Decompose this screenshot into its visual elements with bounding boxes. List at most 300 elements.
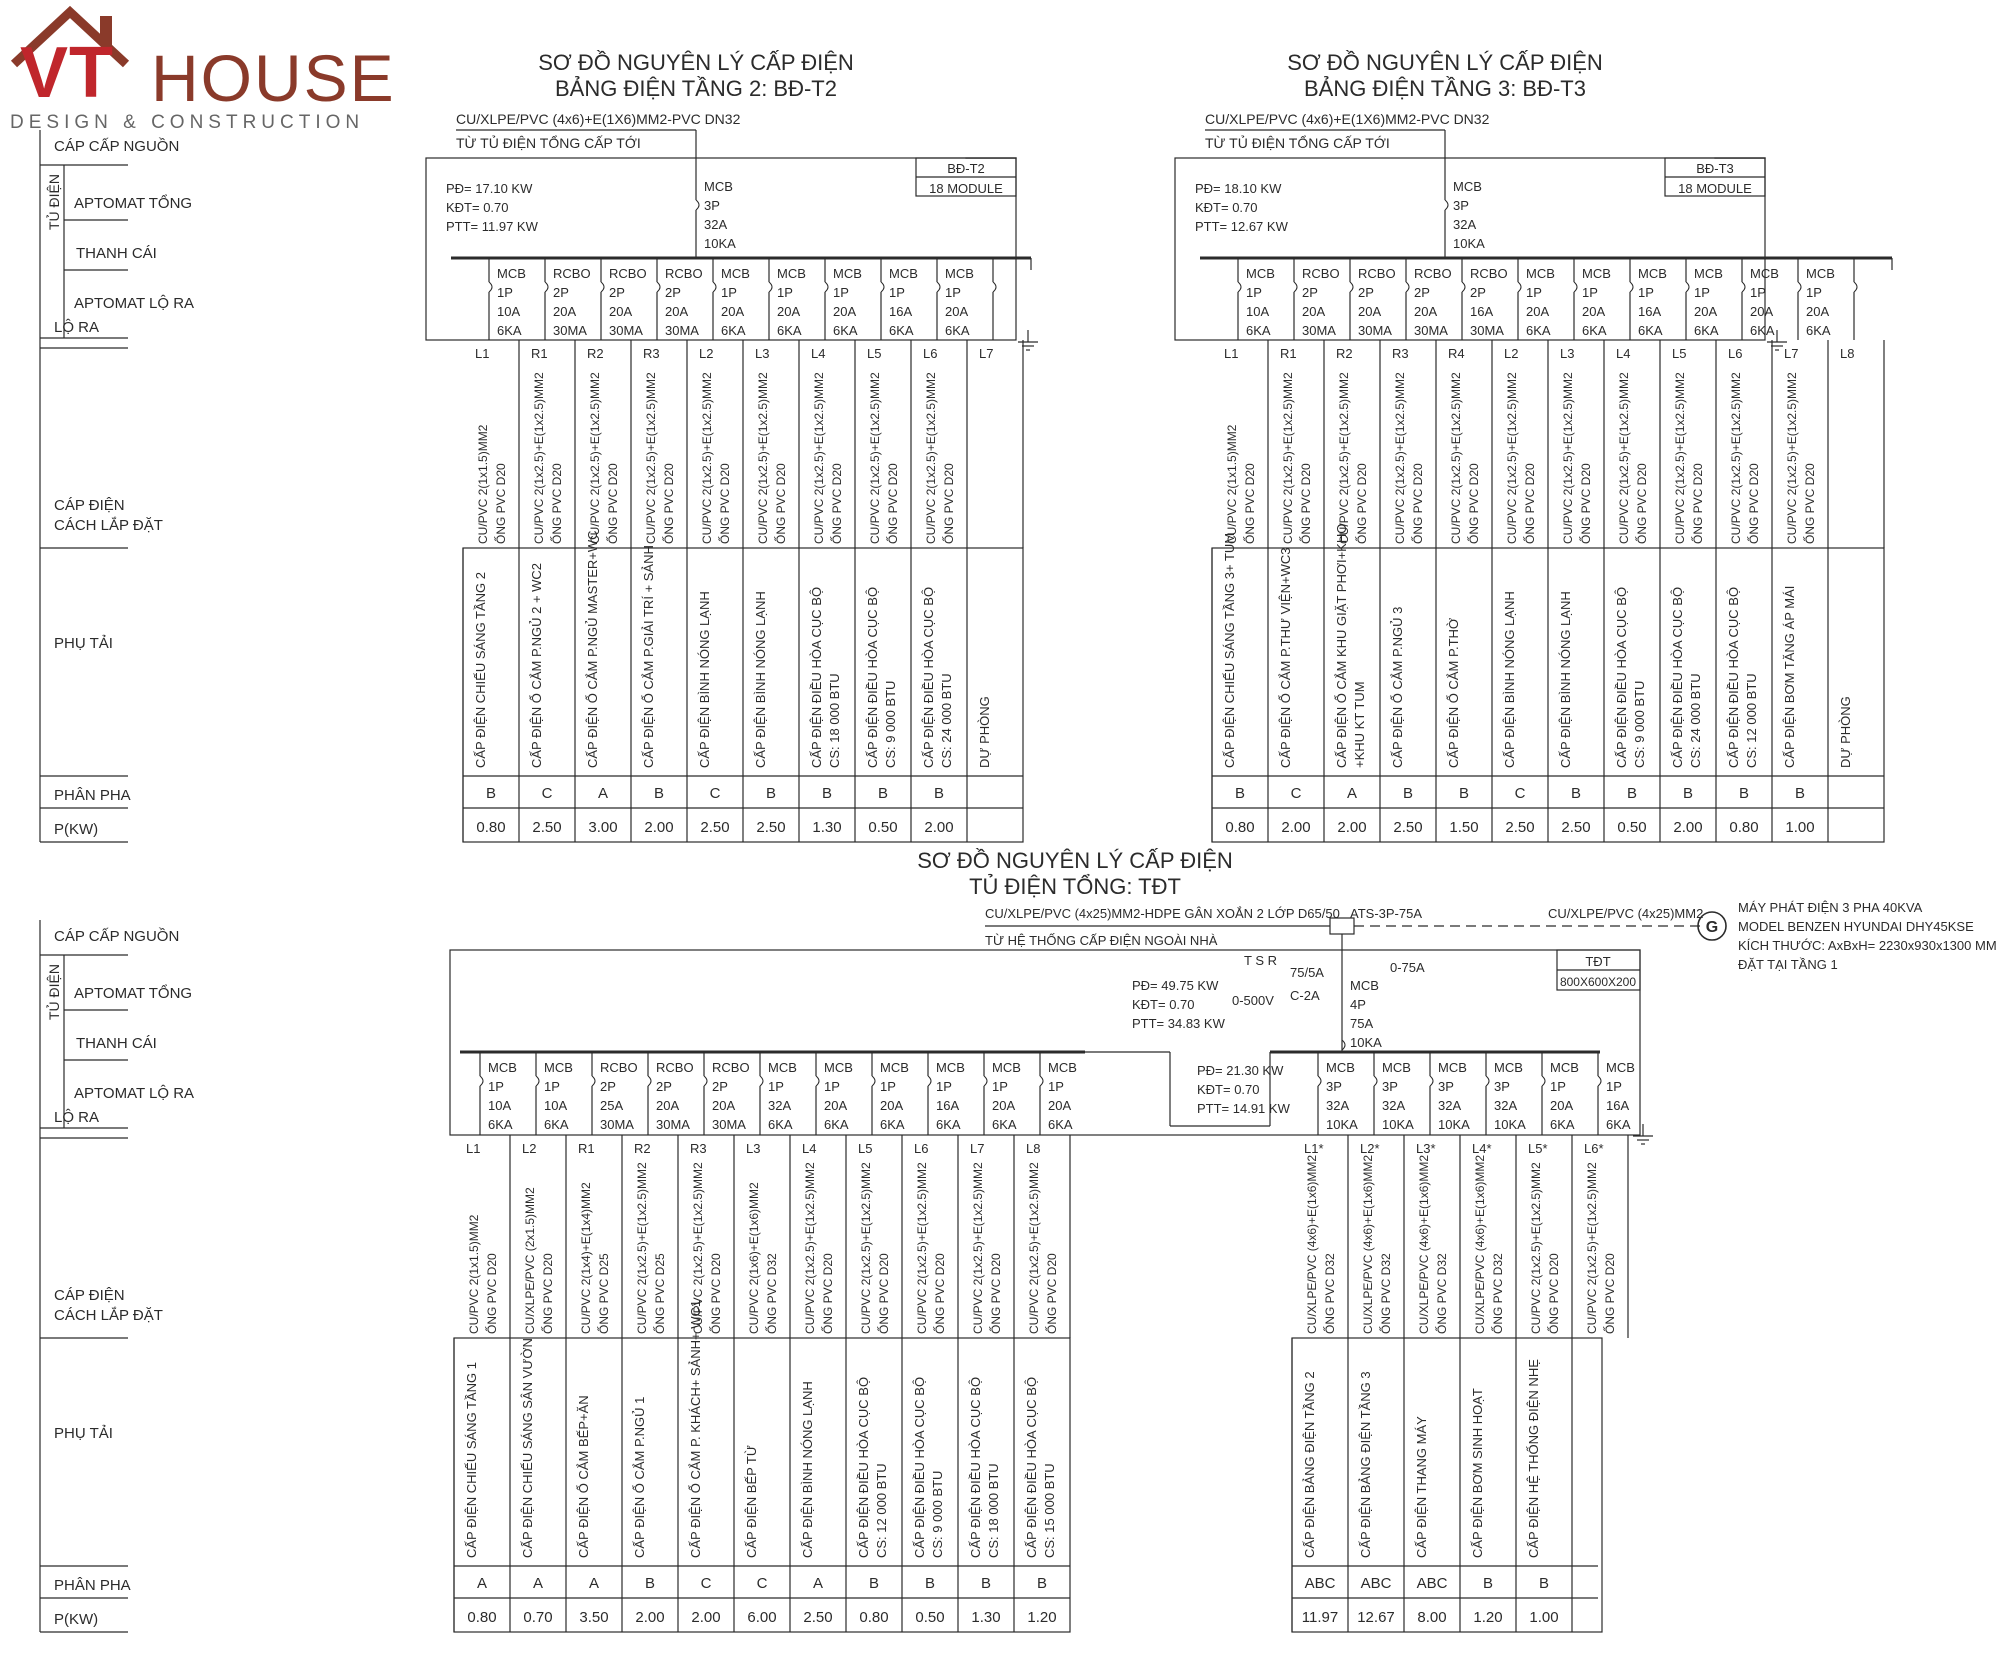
panel-1-circuit-8-breaker-spec: 1P bbox=[889, 285, 905, 300]
panel-2-circuit-1-line-code: L1 bbox=[1224, 346, 1239, 361]
panel-1-circuit-5-power: 2.50 bbox=[700, 819, 730, 836]
panel-1-title: SƠ ĐỒ NGUYÊN LÝ CẤP ĐIỆN bbox=[538, 50, 854, 75]
panel-2-circuit-3-breaker-symbol bbox=[1350, 282, 1353, 292]
panel-1-circuit-5-breaker-spec: 1P bbox=[721, 285, 737, 300]
panel-2-circuit-1-conduit-spec: ỐNG PVC D20 bbox=[1243, 463, 1257, 544]
panel-3-right-circuit-6-breaker-spec: 1P bbox=[1606, 1079, 1622, 1094]
panel-2-circuit-6-cable-spec: CU/PVC 2(1x2.5)+E(1x2.5)MM2 bbox=[1505, 372, 1519, 544]
panel-1-circuit-2-breaker-spec: RCBO bbox=[553, 266, 591, 281]
panel-1-circuit-2-breaker-spec: 20A bbox=[553, 304, 577, 319]
panel-1-circuit-1-cable-spec: CU/PVC 2(1x1.5)MM2 bbox=[476, 424, 490, 544]
panel-2-circuit-4-power: 2.50 bbox=[1393, 819, 1423, 836]
panel-3-right-circuit-1-breaker-spec: 10KA bbox=[1326, 1117, 1358, 1132]
panel-3-left-circuit-4-breaker-spec: 30MA bbox=[656, 1117, 690, 1132]
panel-3-left-circuit-2-load-name: CẤP ĐIỆN CHIẾU SÁNG SÂN VƯỜN bbox=[520, 1338, 535, 1558]
panel-1-circuit-4-breaker-spec: 20A bbox=[665, 304, 689, 319]
panel-1-circuit-2-power: 2.50 bbox=[532, 819, 562, 836]
panel-2-title: SƠ ĐỒ NGUYÊN LÝ CẤP ĐIỆN bbox=[1287, 50, 1603, 75]
panel-1-circuit-4-load-name: CẤP ĐIỆN Ổ CẮM P.GIẢI TRÍ + SẢNH bbox=[641, 545, 656, 768]
labels-bottom-aptomat-lo-ra: APTOMAT LỘ RA bbox=[74, 1085, 195, 1102]
panel-2-circuit-10-breaker-spec: 6KA bbox=[1750, 323, 1775, 338]
panel-3-generator-cable: CU/XLPE/PVC (4x25)MM2 bbox=[1548, 906, 1704, 921]
panel-2-circuit-5-cable-spec: CU/PVC 2(1x2.5)+E(1x2.5)MM2 bbox=[1449, 372, 1463, 544]
panel-3-right-circuit-5-load-name: CẤP ĐIỆN HỆ THỐNG ĐIỆN NHẸ bbox=[1526, 1359, 1541, 1558]
panel-3-left-circuit-8-load-detail: CS: 12 000 BTU bbox=[874, 1463, 889, 1558]
panel-2-circuit-8-load-detail: CS: 9 000 BTU bbox=[1632, 680, 1647, 768]
panel-2-subtitle: BẢNG ĐIỆN TẦNG 3: BĐ-T3 bbox=[1304, 76, 1586, 101]
panel-3-left-circuit-5-breaker-spec: 2P bbox=[712, 1079, 728, 1094]
panel-3-left-circuit-2-conduit-spec: ỐNG PVC D20 bbox=[541, 1253, 555, 1334]
panel-2-circuit-12-line-code: L8 bbox=[1840, 346, 1855, 361]
panel-2-circuit-7-breaker-spec: 1P bbox=[1582, 285, 1598, 300]
panel-3-left-circuit-6-breaker-spec: 1P bbox=[768, 1079, 784, 1094]
panel-3-left-circuit-7-breaker-spec: 6KA bbox=[824, 1117, 849, 1132]
panel-3-right-circuit-1-load-name: CẤP ĐIỆN BẢNG ĐIỆN TẦNG 2 bbox=[1302, 1371, 1317, 1558]
panel-3-left-circuit-2-breaker-spec: 6KA bbox=[544, 1117, 569, 1132]
panel-3-left-circuit-3-load-name: CẤP ĐIỆN Ổ CẮM BẾP+ĂN bbox=[576, 1395, 591, 1558]
panel-2-circuit-10-load-detail: CS: 12 000 BTU bbox=[1744, 673, 1759, 768]
panel-2-circuit-9-power: 2.00 bbox=[1673, 819, 1703, 836]
panel-2-circuit-1-breaker-spec: 1P bbox=[1246, 285, 1262, 300]
panel-2-circuit-2-conduit-spec: ỐNG PVC D20 bbox=[1299, 463, 1313, 544]
panel-3-generator-symbol: G bbox=[1705, 919, 1719, 936]
panel-3-sub-demand-factor: KĐT= 0.70 bbox=[1197, 1082, 1260, 1097]
panel-2-circuit-6-breaker-spec: 1P bbox=[1526, 285, 1542, 300]
panel-3-left-circuit-7-breaker-spec: 1P bbox=[824, 1079, 840, 1094]
panel-1-circuit-9-breaker-symbol bbox=[937, 282, 940, 292]
panel-2-circuit-1-breaker-spec: 6KA bbox=[1246, 323, 1271, 338]
panel-2-circuit-3-breaker-spec: RCBO bbox=[1358, 266, 1396, 281]
panel-3-left-circuit-11-breaker-spec: 20A bbox=[1048, 1098, 1072, 1113]
panel-3-left-circuit-6-breaker-spec: 32A bbox=[768, 1098, 792, 1113]
panel-2-circuit-11-breaker-spec: 1P bbox=[1806, 285, 1822, 300]
panel-2-circuit-5-load-name: CẤP ĐIỆN Ổ CẮM P.THỜ bbox=[1446, 617, 1461, 768]
panel-3-left-circuit-5-breaker-symbol bbox=[704, 1076, 707, 1086]
panel-1-circuit-5-breaker-spec: MCB bbox=[721, 266, 750, 281]
panel-1-circuit-8-breaker-symbol bbox=[881, 282, 884, 292]
panel-3-right-circuit-6-conduit-spec: ỐNG PVC D20 bbox=[1603, 1253, 1617, 1334]
panel-3-left-circuit-10-phase: B bbox=[980, 1575, 992, 1592]
panel-2-circuit-8-cable-spec: CU/PVC 2(1x2.5)+E(1x2.5)MM2 bbox=[1617, 372, 1631, 544]
panel-3-right-circuit-1-line-code: L1* bbox=[1304, 1141, 1324, 1156]
panel-1-circuit-3-breaker-spec: 2P bbox=[609, 285, 625, 300]
panel-1-circuit-5-line-code: L2 bbox=[699, 346, 714, 361]
labels-bottom-lo-ra: LỘ RA bbox=[54, 1109, 100, 1126]
labels-bottom-p-kw: P(KW) bbox=[54, 1611, 99, 1628]
panel-3-fuse-rating: C-2A bbox=[1290, 988, 1320, 1003]
panel-2-circuit-6-phase: C bbox=[1514, 785, 1526, 802]
panel-3-left-circuit-3-line-code: R1 bbox=[578, 1141, 595, 1156]
panel-1-circuit-1-phase: B bbox=[485, 785, 497, 802]
panel-2-circuit-7-phase: B bbox=[1570, 785, 1582, 802]
panel-2-box-name: BĐ-T3 bbox=[1696, 161, 1734, 176]
panel-1-circuit-1-breaker-spec: MCB bbox=[497, 266, 526, 281]
panel-1-circuit-8-cable-spec: CU/PVC 2(1x2.5)+E(1x2.5)MM2 bbox=[868, 372, 882, 544]
panel-3-left-circuit-9-cable-spec: CU/PVC 2(1x2.5)+E(1x2.5)MM2 bbox=[915, 1162, 929, 1334]
panel-3-left-circuit-7-conduit-spec: ỐNG PVC D20 bbox=[821, 1253, 835, 1334]
panel-1-circuit-5-cable-spec: CU/PVC 2(1x2.5)+E(1x2.5)MM2 bbox=[700, 372, 714, 544]
panel-3-subtitle: TỦ ĐIỆN TỔNG: TĐT bbox=[969, 874, 1181, 899]
panel-2-circuit-10-load-name: CẤP ĐIỆN ĐIỀU HÒA CỤC BỘ bbox=[1726, 586, 1741, 768]
panel-1-circuit-6-breaker-spec: MCB bbox=[777, 266, 806, 281]
panel-3-right-circuit-3-cable-spec: CU/XLPE/PVC (4x6)+E(1x6)MM2 bbox=[1417, 1154, 1431, 1334]
panel-1-circuit-7-load-name: CẤP ĐIỆN ĐIỀU HÒA CỤC BỘ bbox=[809, 586, 824, 768]
panel-2-p-calculated: PTT= 12.67 KW bbox=[1195, 219, 1288, 234]
panel-3-main-breaker-spec: 75A bbox=[1350, 1016, 1374, 1031]
panel-3-right-circuit-5-conduit-spec: ỐNG PVC D20 bbox=[1547, 1253, 1561, 1334]
labels-top-cach-lap-dat: CÁCH LẮP ĐẶT bbox=[54, 517, 163, 534]
labels-bottom-cap-dien: CÁP ĐIỆN bbox=[54, 1287, 125, 1304]
panel-3-left-circuit-4-breaker-spec: 20A bbox=[656, 1098, 680, 1113]
panel-3-right-circuit-1-phase: ABC bbox=[1304, 1575, 1336, 1592]
labels-bottom-thanh-cai: THANH CÁI bbox=[76, 1035, 157, 1052]
panel-3-right-circuit-3-conduit-spec: ỐNG PVC D32 bbox=[1435, 1253, 1449, 1334]
panel-3-left-circuit-11-load-name: CẤP ĐIỆN ĐIỀU HÒA CỤC BỘ bbox=[1024, 1376, 1039, 1558]
panel-2-circuit-5-power: 1.50 bbox=[1449, 819, 1479, 836]
panel-3-right-circuit-4-breaker-spec: 10KA bbox=[1494, 1117, 1526, 1132]
panel-3-right-circuit-2-breaker-spec: MCB bbox=[1382, 1060, 1411, 1075]
panel-2-circuit-12-load-name: DỰ PHÒNG bbox=[1838, 696, 1853, 768]
panel-3-left-circuit-8-breaker-spec: 20A bbox=[880, 1098, 904, 1113]
panel-3-left-circuit-10-conduit-spec: ỐNG PVC D20 bbox=[989, 1253, 1003, 1334]
panel-1-circuit-8-load-name: CẤP ĐIỆN ĐIỀU HÒA CỤC BỘ bbox=[865, 586, 880, 768]
panel-1-circuit-5-conduit-spec: ỐNG PVC D20 bbox=[718, 463, 732, 544]
panel-3-left-circuit-9-breaker-spec: 6KA bbox=[936, 1117, 961, 1132]
panel-1-circuit-3-breaker-spec: 30MA bbox=[609, 323, 643, 338]
panel-3-left-circuit-1-phase: A bbox=[476, 1575, 488, 1592]
panel-1-circuit-6-conduit-spec: ỐNG PVC D20 bbox=[774, 463, 788, 544]
panel-3-right-circuit-2-cable-spec: CU/XLPE/PVC (4x6)+E(1x6)MM2 bbox=[1361, 1154, 1375, 1334]
panel-3-right-circuit-6-cable-spec: CU/PVC 2(1x2.5)+E(1x2.5)MM2 bbox=[1585, 1162, 1599, 1334]
panel-3-meter-tsr: T S R bbox=[1244, 953, 1277, 968]
panel-3-left-circuit-1-breaker-spec: 10A bbox=[488, 1098, 512, 1113]
panel-3-left-circuit-6-cable-spec: CU/PVC 2(1x6)+E(1x6)MM2 bbox=[747, 1182, 761, 1334]
panel-3-left-circuit-8-cable-spec: CU/PVC 2(1x2.5)+E(1x2.5)MM2 bbox=[859, 1162, 873, 1334]
panel-3-left-circuit-2-breaker-symbol bbox=[536, 1076, 539, 1086]
panel-1-circuit-9-breaker-spec: 20A bbox=[945, 304, 969, 319]
panel-1-circuit-4-phase: B bbox=[653, 785, 665, 802]
labels-top-aptomat-tong: APTOMAT TỔNG bbox=[74, 195, 193, 212]
panel-3-left-circuit-9-load-name: CẤP ĐIỆN ĐIỀU HÒA CỤC BỘ bbox=[912, 1376, 927, 1558]
labels-bottom-cap-nguon: CÁP CẤP NGUỒN bbox=[54, 928, 180, 945]
panel-3-left-circuit-2-phase: A bbox=[532, 1575, 544, 1592]
panel-3-left-circuit-10-cable-spec: CU/PVC 2(1x2.5)+E(1x2.5)MM2 bbox=[971, 1162, 985, 1334]
panel-2-circuit-9-breaker-symbol bbox=[1686, 282, 1689, 292]
panel-2-circuit-4-conduit-spec: ỐNG PVC D20 bbox=[1411, 463, 1425, 544]
panel-2-main-breaker-spec: 3P bbox=[1453, 198, 1469, 213]
panel-3-ats-label: ATS-3P-75A bbox=[1350, 906, 1423, 921]
panel-1-circuit-2-breaker-spec: 30MA bbox=[553, 323, 587, 338]
panel-1-circuit-6-power: 2.50 bbox=[756, 819, 786, 836]
panel-1-circuit-8-breaker-spec: 6KA bbox=[889, 323, 914, 338]
panel-1-circuit-8-phase: B bbox=[877, 785, 889, 802]
panel-1-supply-cable: CU/XLPE/PVC (4x6)+E(1X6)MM2-PVC DN32 bbox=[456, 111, 741, 127]
panel-3-right-circuit-2-phase: ABC bbox=[1360, 1575, 1392, 1592]
panel-3-left-circuit-1-breaker-symbol bbox=[480, 1076, 483, 1086]
panel-3-box-name: TĐT bbox=[1585, 954, 1611, 969]
panel-1-box-size: 18 MODULE bbox=[929, 181, 1003, 196]
panel-1-circuit-2-conduit-spec: ỐNG PVC D20 bbox=[550, 463, 564, 544]
panel-1-circuit-5-breaker-spec: 20A bbox=[721, 304, 745, 319]
panel-2-circuit-1-breaker-symbol bbox=[1238, 282, 1241, 292]
panel-3-voltmeter-range: 0-500V bbox=[1232, 993, 1274, 1008]
panel-3-left-circuit-5-breaker-spec: RCBO bbox=[712, 1060, 750, 1075]
labels-top-phu-tai: PHỤ TẢI bbox=[54, 635, 113, 652]
panel-3-right-circuit-2-conduit-spec: ỐNG PVC D32 bbox=[1379, 1253, 1393, 1334]
panel-3-right-circuit-1-cable-spec: CU/XLPE/PVC (4x6)+E(1x6)MM2 bbox=[1305, 1154, 1319, 1334]
panel-1-circuit-8-breaker-spec: 16A bbox=[889, 304, 913, 319]
panel-1-main-breaker-symbol bbox=[696, 200, 699, 210]
panel-1-circuit-1-power: 0.80 bbox=[476, 819, 506, 836]
panel-2-circuit-2-breaker-spec: 30MA bbox=[1302, 323, 1336, 338]
panel-1-circuit-9-conduit-spec: ỐNG PVC D20 bbox=[942, 463, 956, 544]
panel-2-circuit-7-power: 2.50 bbox=[1561, 819, 1591, 836]
panel-2-circuit-4-cable-spec: CU/PVC 2(1x2.5)+E(1x2.5)MM2 bbox=[1393, 372, 1407, 544]
labels-top-cap-nguon: CÁP CẤP NGUỒN bbox=[54, 138, 180, 155]
panel-3-right-circuit-1-power: 11.97 bbox=[1301, 1609, 1339, 1626]
panel-2-circuit-3-conduit-spec: ỐNG PVC D20 bbox=[1355, 463, 1369, 544]
panel-1-circuit-6-line-code: L3 bbox=[755, 346, 770, 361]
panel-2-circuit-4-breaker-spec: RCBO bbox=[1414, 266, 1452, 281]
panel-2-circuit-2-breaker-symbol bbox=[1294, 282, 1297, 292]
panel-2-circuit-9-load-name: CẤP ĐIỆN ĐIỀU HÒA CỤC BỘ bbox=[1670, 586, 1685, 768]
panel-2-circuit-9-conduit-spec: ỐNG PVC D20 bbox=[1691, 463, 1705, 544]
panel-3-left-circuit-11-power: 1.20 bbox=[1027, 1609, 1057, 1626]
panel-1-circuit-7-breaker-spec: 6KA bbox=[833, 323, 858, 338]
panel-2-circuit-7-breaker-spec: 20A bbox=[1582, 304, 1606, 319]
panel-1-circuit-4-breaker-spec: 2P bbox=[665, 285, 681, 300]
panel-3-left-circuit-7-line-code: L4 bbox=[802, 1141, 817, 1156]
panel-3-supply-from: TỪ HỆ THỐNG CẤP ĐIỆN NGOÀI NHÀ bbox=[985, 933, 1218, 948]
panel-2-circuit-4-line-code: R3 bbox=[1392, 346, 1409, 361]
panel-2-circuit-8-line-code: L4 bbox=[1616, 346, 1631, 361]
panel-1-circuit-7-cable-spec: CU/PVC 2(1x2.5)+E(1x2.5)MM2 bbox=[812, 372, 826, 544]
panel-3-left-circuit-5-conduit-spec: ỐNG PVC D20 bbox=[709, 1253, 723, 1334]
panel-1-supply-from: TỪ TỦ ĐIỆN TỔNG CẤP TỚI bbox=[456, 135, 641, 151]
panel-3-right-circuit-4-breaker-spec: 3P bbox=[1494, 1079, 1510, 1094]
labels-top-phan-pha: PHÂN PHA bbox=[54, 787, 131, 804]
panel-1-circuit-10-load-name: DỰ PHÒNG bbox=[977, 696, 992, 768]
panel-3-right-circuit-5-breaker-spec: MCB bbox=[1550, 1060, 1579, 1075]
panel-3-main-breaker-spec: MCB bbox=[1350, 978, 1379, 993]
panel-3-left-circuit-9-load-detail: CS: 9 000 BTU bbox=[930, 1470, 945, 1558]
panel-1-circuit-4-line-code: R3 bbox=[643, 346, 660, 361]
panel-2-circuit-4-breaker-spec: 30MA bbox=[1414, 323, 1448, 338]
panel-3-left-circuit-1-conduit-spec: ỐNG PVC D20 bbox=[485, 1253, 499, 1334]
panel-2-circuit-11-breaker-spec: 20A bbox=[1806, 304, 1830, 319]
panel-2-circuit-8-power: 0.50 bbox=[1617, 819, 1647, 836]
panel-2-circuit-11-load-name: CẤP ĐIỆN BƠM TĂNG ÁP MÁI bbox=[1782, 585, 1797, 768]
panel-2-circuit-6-line-code: L2 bbox=[1504, 346, 1519, 361]
panel-3-left-circuit-9-breaker-spec: 1P bbox=[936, 1079, 952, 1094]
labels-top-aptomat-lo-ra: APTOMAT LỘ RA bbox=[74, 295, 195, 312]
panel-3-left-circuit-2-line-code: L2 bbox=[522, 1141, 537, 1156]
panel-1-circuit-1-line-code: L1 bbox=[475, 346, 490, 361]
panel-1-circuit-1-breaker-spec: 1P bbox=[497, 285, 513, 300]
panel-3-left-circuit-2-breaker-spec: MCB bbox=[544, 1060, 573, 1075]
panel-1-circuit-9-breaker-spec: 1P bbox=[945, 285, 961, 300]
panel-1-circuit-6-breaker-symbol bbox=[769, 282, 772, 292]
panel-3-enclosure bbox=[450, 950, 1640, 1135]
panel-1-circuit-6-phase: B bbox=[765, 785, 777, 802]
panel-1-circuit-10-breaker-symbol bbox=[993, 282, 996, 292]
panel-2-circuit-5-conduit-spec: ỐNG PVC D20 bbox=[1467, 463, 1481, 544]
panel-2-main-breaker-spec: 32A bbox=[1453, 217, 1477, 232]
panel-3-left-circuit-5-cable-spec: CU/PVC 2(1x2.5)+E(1x2.5)MM2 bbox=[691, 1162, 705, 1334]
panel-3-left-circuit-7-breaker-spec: 20A bbox=[824, 1098, 848, 1113]
panel-3-p-installed: PĐ= 49.75 KW bbox=[1132, 978, 1219, 993]
panel-3-left-circuit-2-cable-spec: CU/XLPE/PVC (2x1.5)MM2 bbox=[523, 1187, 537, 1334]
panel-3-right-circuit-5-breaker-spec: 1P bbox=[1550, 1079, 1566, 1094]
panel-3-right-circuit-4-line-code: L4* bbox=[1472, 1141, 1492, 1156]
panel-3-left-circuit-10-breaker-spec: 1P bbox=[992, 1079, 1008, 1094]
panel-2-circuit-6-breaker-spec: 6KA bbox=[1526, 323, 1551, 338]
panel-2-circuit-5-breaker-spec: 2P bbox=[1470, 285, 1486, 300]
panel-2-circuit-9-phase: B bbox=[1682, 785, 1694, 802]
panel-3-left-circuit-8-phase: B bbox=[868, 1575, 880, 1592]
panel-1-circuit-6-breaker-spec: 1P bbox=[777, 285, 793, 300]
panel-3-right-circuit-3-breaker-spec: 32A bbox=[1438, 1098, 1462, 1113]
panel-1-main-breaker-spec: 10KA bbox=[704, 236, 736, 251]
panel-2-main-breaker-symbol bbox=[1445, 200, 1448, 210]
panel-1-p-installed: PĐ= 17.10 KW bbox=[446, 181, 533, 196]
panel-3-left-circuit-2-power: 0.70 bbox=[523, 1609, 553, 1626]
panel-1-circuit-5-breaker-symbol bbox=[713, 282, 716, 292]
panel-2-circuit-4-breaker-spec: 20A bbox=[1414, 304, 1438, 319]
panel-3-generator-info: MÁY PHÁT ĐIỆN 3 PHA 40KVA bbox=[1738, 900, 1923, 915]
panel-3-left-circuit-3-phase: A bbox=[588, 1575, 600, 1592]
panel-2-circuit-8-load-name: CẤP ĐIỆN ĐIỀU HÒA CỤC BỘ bbox=[1614, 586, 1629, 768]
panel-3-left-circuit-9-breaker-spec: 16A bbox=[936, 1098, 960, 1113]
panel-2-circuit-10-conduit-spec: ỐNG PVC D20 bbox=[1747, 463, 1761, 544]
panel-2-circuit-10-breaker-symbol bbox=[1742, 282, 1745, 292]
panel-3-right-circuit-5-cable-spec: CU/PVC 2(1x2.5)+E(1x2.5)MM2 bbox=[1529, 1162, 1543, 1334]
panel-3-left-circuit-11-phase: B bbox=[1036, 1575, 1048, 1592]
panel-3-left-circuit-10-breaker-spec: MCB bbox=[992, 1060, 1021, 1075]
panel-2-circuit-3-cable-spec: CU/PVC 2(1x2.5)+E(1x2.5)MM2 bbox=[1337, 372, 1351, 544]
panel-1-circuit-4-power: 2.00 bbox=[644, 819, 674, 836]
panel-3-right-circuit-5-power: 1.00 bbox=[1529, 1609, 1559, 1626]
panel-3-left-circuit-10-power: 1.30 bbox=[971, 1609, 1001, 1626]
panel-3-sub-p-calculated: PTT= 14.91 KW bbox=[1197, 1101, 1290, 1116]
panel-2-circuit-4-breaker-symbol bbox=[1406, 282, 1409, 292]
panel-1-circuit-1-breaker-spec: 6KA bbox=[497, 323, 522, 338]
panel-3-left-circuit-6-power: 6.00 bbox=[747, 1609, 777, 1626]
panel-1-circuit-7-line-code: L4 bbox=[811, 346, 826, 361]
panel-3-left-circuit-3-breaker-spec: RCBO bbox=[600, 1060, 638, 1075]
panel-3-left-circuit-1-line-code: L1 bbox=[466, 1141, 481, 1156]
panel-2-circuit-7-breaker-spec: 6KA bbox=[1582, 323, 1607, 338]
panel-3-right-circuit-1-breaker-spec: MCB bbox=[1326, 1060, 1355, 1075]
panel-3-left-circuit-9-breaker-symbol bbox=[928, 1076, 931, 1086]
panel-3-right-circuit-5-breaker-spec: 6KA bbox=[1550, 1117, 1575, 1132]
panel-3-left-circuit-1-cable-spec: CU/PVC 2(1x1.5)MM2 bbox=[467, 1214, 481, 1334]
panel-1-circuit-5-breaker-spec: 6KA bbox=[721, 323, 746, 338]
panel-1-circuit-9-breaker-spec: 6KA bbox=[945, 323, 970, 338]
panel-2-circuit-2-phase: C bbox=[1290, 785, 1302, 802]
panel-3-right-circuit-3-breaker-spec: 3P bbox=[1438, 1079, 1454, 1094]
panel-3-left-circuit-2-breaker-spec: 1P bbox=[544, 1079, 560, 1094]
panel-2-circuit-7-conduit-spec: ỐNG PVC D20 bbox=[1579, 463, 1593, 544]
panel-1-circuit-1-load-name: CẤP ĐIỆN CHIẾU SÁNG TẦNG 2 bbox=[473, 571, 488, 768]
panel-1-circuit-3-load-name: CẤP ĐIỆN Ổ CẮM P.NGỦ MASTER+WC bbox=[585, 530, 600, 768]
panel-2-circuit-9-breaker-spec: 6KA bbox=[1694, 323, 1719, 338]
panel-2-circuit-3-line-code: R2 bbox=[1336, 346, 1353, 361]
panel-2-circuit-10-line-code: L6 bbox=[1728, 346, 1743, 361]
panel-1-circuit-2-breaker-spec: 2P bbox=[553, 285, 569, 300]
panel-2-circuit-11-cable-spec: CU/PVC 2(1x2.5)+E(1x2.5)MM2 bbox=[1785, 372, 1799, 544]
panel-3-right-circuit-6-breaker-spec: MCB bbox=[1606, 1060, 1635, 1075]
panel-3-left-circuit-4-line-code: R2 bbox=[634, 1141, 651, 1156]
panel-3-left-circuit-11-breaker-spec: 6KA bbox=[1048, 1117, 1073, 1132]
panel-2-circuit-8-breaker-spec: MCB bbox=[1638, 266, 1667, 281]
panel-2-circuit-11-breaker-symbol bbox=[1798, 282, 1801, 292]
panel-2-circuit-2-breaker-spec: RCBO bbox=[1302, 266, 1340, 281]
panel-3-left-circuit-11-line-code: L8 bbox=[1026, 1141, 1041, 1156]
panel-3-left-circuit-10-breaker-spec: 20A bbox=[992, 1098, 1016, 1113]
panel-3-left-circuit-4-power: 2.00 bbox=[635, 1609, 665, 1626]
panel-3-right-circuit-3-line-code: L3* bbox=[1416, 1141, 1436, 1156]
panel-2-circuit-10-breaker-spec: 1P bbox=[1750, 285, 1766, 300]
panel-2-circuit-7-load-name: CẤP ĐIỆN BÌNH NÓNG LẠNH bbox=[1558, 591, 1573, 768]
labels-top-lo-ra: LỘ RA bbox=[54, 319, 100, 336]
panel-1-circuit-2-line-code: R1 bbox=[531, 346, 548, 361]
panel-3-left-circuit-5-phase: C bbox=[700, 1575, 712, 1592]
panel-1-main-breaker-spec: 3P bbox=[704, 198, 720, 213]
panel-2-circuit-9-cable-spec: CU/PVC 2(1x2.5)+E(1x2.5)MM2 bbox=[1673, 372, 1687, 544]
panel-1-circuit-4-cable-spec: CU/PVC 2(1x2.5)+E(1x2.5)MM2 bbox=[644, 372, 658, 544]
panel-3-left-circuit-8-breaker-spec: 6KA bbox=[880, 1117, 905, 1132]
panel-3-left-circuit-3-power: 3.50 bbox=[579, 1609, 609, 1626]
panel-2-circuit-8-breaker-spec: 1P bbox=[1638, 285, 1654, 300]
panel-3-p-calculated: PTT= 34.83 KW bbox=[1132, 1016, 1225, 1031]
panel-1-circuit-9-phase: B bbox=[933, 785, 945, 802]
panel-3-box-size: 800X600X200 bbox=[1559, 975, 1637, 989]
panel-3-right-circuit-2-breaker-spec: 32A bbox=[1382, 1098, 1406, 1113]
panel-3-left-circuit-8-breaker-spec: 1P bbox=[880, 1079, 896, 1094]
panel-3-left-circuit-9-conduit-spec: ỐNG PVC D20 bbox=[933, 1253, 947, 1334]
panel-3-right-circuit-1-conduit-spec: ỐNG PVC D32 bbox=[1323, 1253, 1337, 1334]
panel-3-right-circuit-4-conduit-spec: ỐNG PVC D32 bbox=[1491, 1253, 1505, 1334]
panel-2-circuit-5-line-code: R4 bbox=[1448, 346, 1465, 361]
panel-3-generator-info: KÍCH THƯỚC: AxBxH= 2230x930x1300 MM bbox=[1738, 938, 1997, 953]
panel-2-circuit-10-power: 0.80 bbox=[1729, 819, 1759, 836]
labels-top-cap-dien: CÁP ĐIỆN bbox=[54, 497, 125, 514]
panel-3-title: SƠ ĐỒ NGUYÊN LÝ CẤP ĐIỆN bbox=[917, 848, 1233, 873]
panel-2-circuit-9-breaker-spec: 20A bbox=[1694, 304, 1718, 319]
panel-2-p-installed: PĐ= 18.10 KW bbox=[1195, 181, 1282, 196]
panel-3-left-circuit-7-load-name: CẤP ĐIỆN BÌNH NÓNG LẠNH bbox=[800, 1381, 815, 1558]
panel-1-circuit-1-breaker-symbol bbox=[489, 282, 492, 292]
panel-2-circuit-1-breaker-spec: 10A bbox=[1246, 304, 1270, 319]
panel-3-left-circuit-7-power: 2.50 bbox=[803, 1609, 833, 1626]
panel-1-circuit-9-load-name: CẤP ĐIỆN ĐIỀU HÒA CỤC BỘ bbox=[921, 586, 936, 768]
panel-1-circuit-7-power: 1.30 bbox=[812, 819, 842, 836]
panel-2-circuit-4-load-name: CẤP ĐIỆN Ổ CẮM P.NGỦ 3 bbox=[1390, 606, 1405, 768]
panel-2-circuit-3-breaker-spec: 30MA bbox=[1358, 323, 1392, 338]
panel-2-supply-from: TỪ TỦ ĐIỆN TỔNG CẤP TỚI bbox=[1205, 135, 1390, 151]
panel-2-circuit-2-breaker-spec: 2P bbox=[1302, 285, 1318, 300]
panel-2-circuit-1-load-name: CẤP ĐIỆN CHIẾU SÁNG TẦNG 3+ TUM bbox=[1222, 532, 1237, 768]
panel-2-circuit-1-phase: B bbox=[1234, 785, 1246, 802]
panel-3-right-circuit-5-phase: B bbox=[1538, 1575, 1550, 1592]
panel-3-left-circuit-4-breaker-symbol bbox=[648, 1076, 651, 1086]
panel-3-left-circuit-5-breaker-spec: 30MA bbox=[712, 1117, 746, 1132]
panel-2-circuit-2-breaker-spec: 20A bbox=[1302, 304, 1326, 319]
panel-3-right-circuit-3-phase: ABC bbox=[1416, 1575, 1448, 1592]
panel-3-left-circuit-11-cable-spec: CU/PVC 2(1x2.5)+E(1x2.5)MM2 bbox=[1027, 1162, 1041, 1334]
panel-3-right-circuit-4-cable-spec: CU/XLPE/PVC (4x6)+E(1x6)MM2 bbox=[1473, 1154, 1487, 1334]
